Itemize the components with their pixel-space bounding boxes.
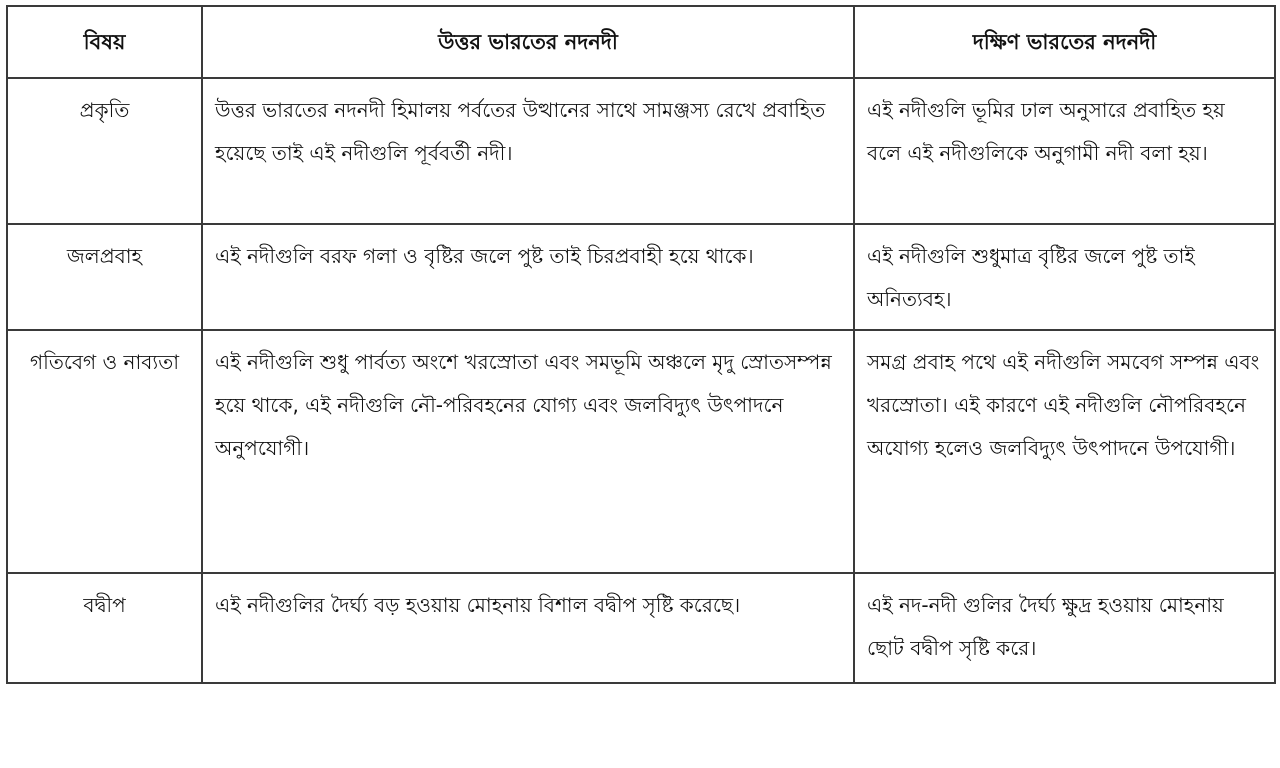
north-cell: এই নদীগুলি শুধু পার্বত্য অংশে খরস্রোতা এবং সমভূমি অঞ্চলে মৃদু স্রোতসম্পন্ন হয়ে থাকে, এই নদীগুলি নৌ-পরিবহনের যোগ্য এবং জলবিদ্যুৎ উৎপাদনে অনুপযোগী। [202, 330, 854, 573]
south-cell: সমগ্র প্রবাহ পথে এই নদীগুলি সমবেগ সম্পন্ন এবং খরস্রোতা। এই কারণে এই নদীগুলি নৌপরিবহনে অযোগ্য হলেও জলবিদ্যুৎ উৎপাদনে উপযোগী। [854, 330, 1275, 573]
row-topic: গতিবেগ ও নাব্যতা [7, 330, 202, 573]
row-topic: বদ্বীপ [7, 573, 202, 683]
header-north-india-rivers: উত্তর ভারতের নদনদী [202, 6, 854, 78]
table-row [7, 573, 1275, 683]
comparison-table [6, 5, 1276, 684]
table-row [7, 78, 1275, 224]
south-cell: এই নদীগুলি শুধুমাত্র বৃষ্টির জলে পুষ্ট তাই অনিত্যবহ। [854, 224, 1275, 330]
north-cell: এই নদীগুলি বরফ গলা ও বৃষ্টির জলে পুষ্ট তাই চিরপ্রবাহী হয়ে থাকে। [202, 224, 854, 330]
row-topic: প্রকৃতি [7, 78, 202, 224]
row-topic: জলপ্রবাহ [7, 224, 202, 330]
north-cell: উত্তর ভারতের নদনদী হিমালয় পর্বতের উত্থানের সাথে সামঞ্জস্য রেখে প্রবাহিত হয়েছে তাই এই নদীগুলি পূর্ববর্তী নদী। [202, 78, 854, 224]
table-row [7, 330, 1275, 573]
header-topic: বিষয় [7, 6, 202, 78]
south-cell: এই নদীগুলি ভূমির ঢাল অনুসারে প্রবাহিত হয় বলে এই নদীগুলিকে অনুগামী নদী বলা হয়। [854, 78, 1275, 224]
header-south-india-rivers: দক্ষিণ ভারতের নদনদী [854, 6, 1275, 78]
south-cell: এই নদ-নদী গুলির দৈর্ঘ্য ক্ষুদ্র হওয়ায় মোহনায় ছোট বদ্বীপ সৃষ্টি করে। [854, 573, 1275, 683]
table-row [7, 224, 1275, 330]
north-cell: এই নদীগুলির দৈর্ঘ্য বড় হওয়ায় মোহনায় বিশাল বদ্বীপ সৃষ্টি করেছে। [202, 573, 854, 683]
header-row [7, 6, 1275, 78]
